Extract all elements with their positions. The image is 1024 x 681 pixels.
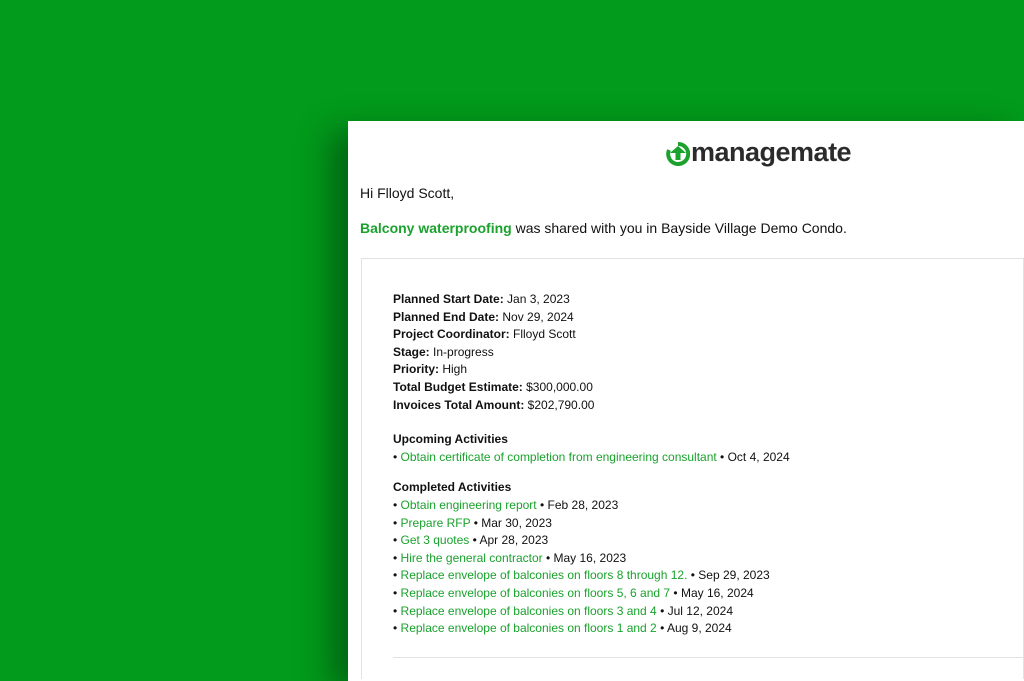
activity-link[interactable]: Replace envelope of balconies on floors 3 and 4 [400,603,657,618]
bullet: • [393,497,401,512]
detail-row [393,326,790,344]
detail-row [393,397,790,415]
activity-date: May 16, 2023 [553,550,627,565]
detail-label: Priority: [393,362,440,377]
activity-item [393,620,790,638]
separator: • [670,585,681,600]
activity-item [393,515,790,533]
activity-link[interactable]: Get 3 quotes [400,533,470,548]
detail-value: In-progress [429,344,494,359]
activity-date: Feb 28, 2023 [547,497,619,512]
bullet: • [393,449,401,464]
activity-item [393,449,790,467]
email-card [348,121,1024,681]
detail-row [393,379,790,397]
activity-date: Jul 12, 2024 [667,603,733,618]
detail-label: Planned Start Date: [393,292,504,306]
bullet: • [393,515,401,530]
activity-date: Mar 30, 2023 [481,515,552,530]
activity-link[interactable]: Obtain certificate of completion from engineering consultant [400,449,717,464]
activity-link[interactable]: Replace envelope of balconies on floors 8 through 12. [400,568,688,583]
activity-link[interactable]: Prepare RFP [400,515,471,530]
separator: • [469,533,480,548]
activity-item [393,585,790,603]
bullet: • [393,550,401,565]
project-details-box [361,258,1024,679]
detail-row [393,344,790,362]
detail-value: High [439,362,468,377]
detail-value: $202,790.00 [524,397,595,412]
activity-date: May 16, 2024 [680,585,754,600]
bullet: • [393,603,401,618]
project-details [393,291,790,638]
activity-link[interactable]: Replace envelope of balconies on floors 1 and 2 [400,621,657,636]
bullet: • [393,568,401,583]
detail-value: Jan 3, 2023 [503,292,570,306]
detail-row [393,309,790,327]
separator: • [536,497,548,512]
shared-message [360,220,847,236]
detail-label: Project Coordinator: [393,327,510,342]
activity-date: Aug 9, 2024 [666,621,732,636]
bullet: • [393,621,401,636]
activity-link[interactable]: Obtain engineering report [400,497,537,512]
separator: • [470,515,482,530]
activity-link[interactable]: Hire the general contractor [400,550,543,565]
detail-value: Flloyd Scott [509,327,576,342]
detail-value: $300,000.00 [522,379,593,394]
separator: • [687,568,699,583]
managemate-logo [666,137,851,167]
completed-activities-title: Completed Activities [393,480,512,495]
divider [393,657,1023,658]
bullet: • [393,533,401,548]
detail-label: Invoices Total Amount: [393,397,525,412]
house-logo-icon [666,142,690,166]
activity-item [393,567,790,585]
detail-label: Total Budget Estimate: [393,379,523,394]
detail-label: Planned End Date: [393,309,500,324]
activity-item [393,497,790,515]
shared-text: was shared with you in Bayside Village Demo Condo. [511,220,847,236]
separator: • [716,449,728,464]
activity-item [393,603,790,621]
separator: • [656,603,668,618]
activity-item [393,550,790,568]
bullet: • [393,585,401,600]
detail-label: Stage: [393,344,430,359]
detail-row [393,361,790,379]
separator: • [542,550,554,565]
activity-link[interactable]: Replace envelope of balconies on floors 5, 6 and 7 [400,585,671,600]
activity-date: Oct 4, 2024 [727,449,790,464]
detail-value: Nov 29, 2024 [499,309,574,324]
activity-date: Sep 29, 2023 [698,568,770,583]
logo-text: managemate [691,137,852,167]
upcoming-activities-title: Upcoming Activities [393,432,508,447]
activity-date: Apr 28, 2023 [479,533,549,548]
detail-row [393,291,790,309]
separator: • [656,621,667,636]
project-link[interactable]: Balcony waterproofing [360,220,512,236]
activity-item [393,532,790,550]
greeting: Hi Flloyd Scott, [360,185,455,201]
